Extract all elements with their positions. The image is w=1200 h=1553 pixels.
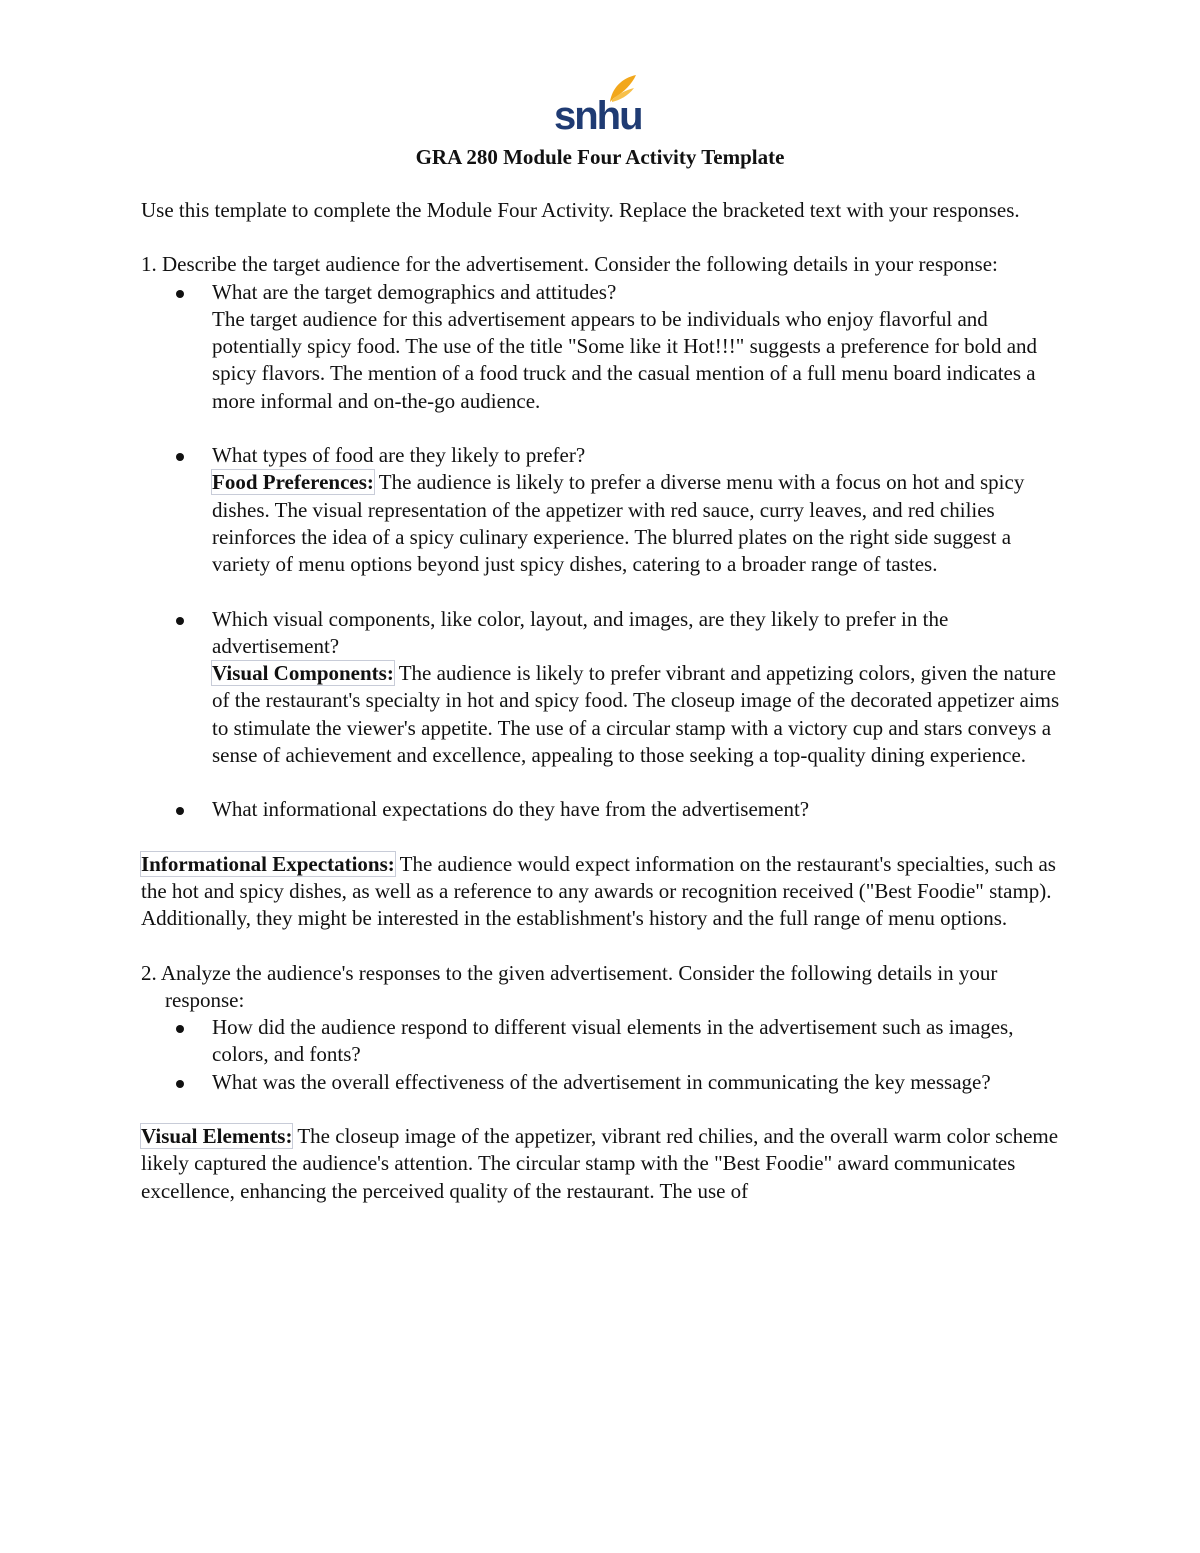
bullet-icon [176, 290, 184, 298]
answer-label: Food Preferences: [212, 470, 374, 495]
answer-label: Informational Expectations: [141, 851, 395, 876]
visual-elements [141, 1123, 1071, 1205]
list-item [141, 1069, 1071, 1096]
list-item [141, 279, 1071, 442]
list-item [141, 1014, 1071, 1069]
answer-text: The audience is likely to prefer a diverse menu with a focus on hot and spicy dishes. The visual representation of the appetizer with red sauce, curry leaves, and red chilies reinforces the idea of a spicy culinary experience. The blurred plates on the right side suggest a variety of menu options beyond just spicy dishes, catering to a broader range of tastes. [212, 470, 1025, 577]
bullet-question: What are the target demographics and attitudes? [212, 279, 617, 304]
list-item [141, 442, 1071, 605]
logo-wordmark: snhu [554, 94, 642, 134]
leaf-icon [552, 72, 648, 134]
bullet-question: How did the audience respond to different visual elements in the advertisement such as images, colors, and fonts? [212, 1015, 1014, 1067]
bullet-question: What informational expectations do they have from the advertisement? [212, 797, 810, 822]
answer-text: The closeup image of the appetizer, vibrant red chilies, and the overall warm color scheme likely captured the audience's attention. The circular stamp with the "Best Foodie" award communicates excellence, enhancing the perceived quality of the restaurant. The use of [141, 1124, 1059, 1203]
list-item [141, 796, 1071, 850]
answer-label: Visual Components: [212, 661, 394, 686]
intro-text: Use this template to complete the Module Four Activity. Replace the bracketed text with your responses. [141, 198, 1020, 222]
bullet-icon [176, 617, 184, 625]
bullet-icon [176, 807, 184, 815]
question-1-list [141, 279, 1071, 851]
answer-label: Visual Elements: [141, 1124, 293, 1149]
answer-text: The audience is likely to prefer vibrant and appetizing colors, given the nature of the restaurant's specialty in hot and spicy food. The closeup image of the decorated appetizer aims to stimulate the viewer's appetite. The use of a circular stamp with a victory cup and stars conveys a sense of achievement and excellence, appealing to those seeking a top-quality dining experience. [212, 661, 1060, 768]
bullet-question: What types of food are they likely to prefer? [212, 443, 586, 468]
page-title: GRA 280 Module Four Activity Template [415, 145, 785, 169]
bullet-answer [212, 469, 1071, 578]
bullet-answer [212, 660, 1071, 769]
question-1: 1. Describe the target audience for the advertisement. Consider the following details in your response: [141, 252, 998, 277]
question-2: 2. Analyze the audience's responses to the given advertisement. Consider the following details in your response: [141, 960, 998, 1012]
bullet-answer: The target audience for this advertisement appears to be individuals who enjoy flavorful and potentially spicy food. The use of the title "Some like it Hot!!!" suggests a preference for bold and spicy flavors. The mention of a food truck and the casual mention of a full menu board indicates a more informal and on-the-go audience. [212, 306, 1038, 413]
bullet-icon [176, 1025, 184, 1033]
question-2-list [141, 1014, 1071, 1096]
bullet-question: What was the overall effectiveness of the advertisement in communicating the key message? [212, 1069, 991, 1094]
bullet-icon [176, 1080, 184, 1088]
list-item [141, 606, 1071, 797]
answer-text: The audience would expect information on the restaurant's specialties, such as the hot and spicy dishes, as well as a reference to any awards or recognition received ("Best Foodie" stamp). Additionally, they might be interested in the establishment's history and the full range of menu options. [141, 851, 1056, 931]
bullet-icon [176, 453, 184, 461]
document-body [141, 197, 1071, 1205]
informational-expectations [141, 851, 1071, 933]
snhu-logo [552, 72, 648, 134]
bullet-question: Which visual components, like color, layout, and images, are they likely to prefer in the advertisement? [212, 606, 949, 658]
